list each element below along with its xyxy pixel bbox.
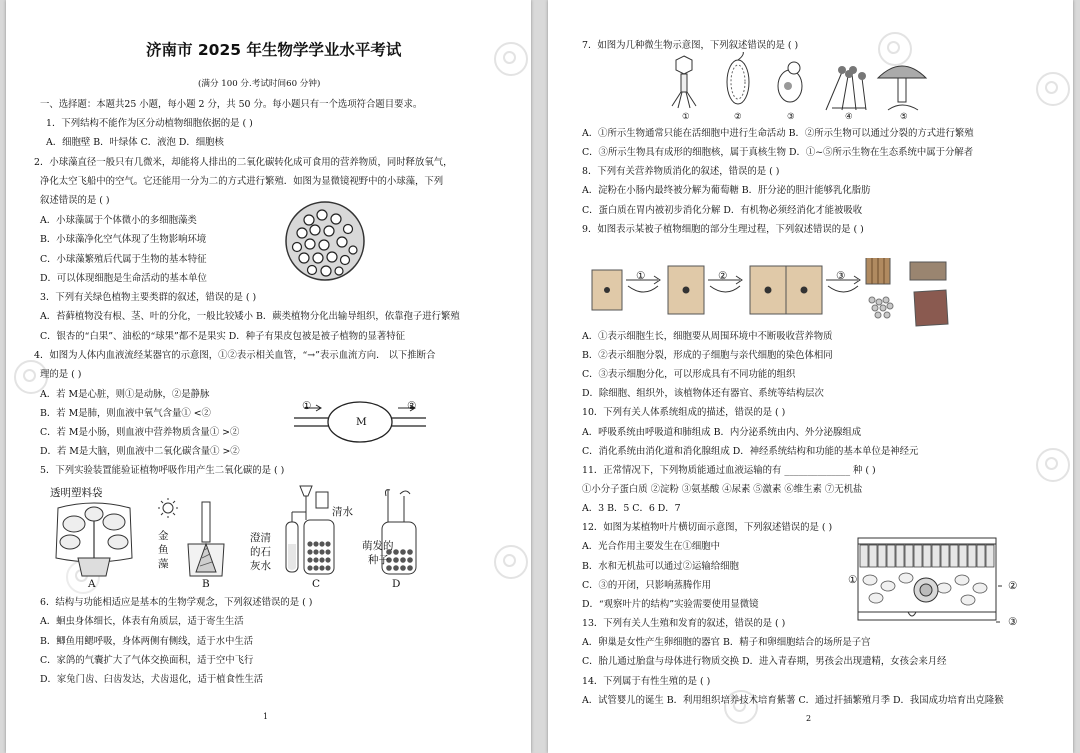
watermark-icon <box>1036 448 1070 482</box>
fig5-lime-label-2: 的石 <box>250 546 271 558</box>
apparatus-c-limewater <box>274 482 354 578</box>
question-4-option-d: D．若 M是大脑，则血液中二氧化碳含量① >② <box>40 446 240 457</box>
watermark-icon <box>494 545 528 579</box>
question-3: 3．下列有关绿色植物主要类群的叙述，错误的是 ( ) <box>40 292 257 303</box>
page-number: 1 <box>263 712 269 721</box>
leaf-cross-section <box>848 536 1008 626</box>
question-9-option-d: D．除细胞、组织外，该植物体还有器官、系统等结构层次 <box>582 388 824 399</box>
question-12-option-c: C．③的开闭，只影响蒸腾作用 <box>582 580 712 591</box>
question-14: 14．下列属于有性生殖的是 ( ) <box>582 676 711 687</box>
question-6: 6．结构与功能相适应是基本的生物学观念，下列叙述错误的是 ( ) <box>40 597 313 608</box>
apparatus-a-plant-in-bag <box>48 500 140 580</box>
question-3-options-ab: A．苔藓植物没有根、茎、叶的分化，一般比较矮小 B．蕨类植物分化出输导组织，依靠孢子进行繁殖 <box>40 311 460 322</box>
question-7-options-ab: A．①所示生物通常只能在活细胞中进行生命活动 B．②所示生物可以通过分裂的方式进行繁殖 <box>582 128 974 139</box>
question-9: 9．如图表示某被子植物细胞的部分生理过程，下列叙述错误的是 ( ) <box>582 224 864 235</box>
question-2-option-c: C．小球藻繁殖后代属于生物的基本特征 <box>40 254 207 265</box>
exam-page-1 <box>6 0 531 753</box>
question-1: 1．下列结构不能作为区分动植物细胞依据的是 ( ) <box>46 118 253 129</box>
fig5-fish-label-1: 金 <box>158 530 169 542</box>
question-13-options-cd: C．胎儿通过胎盘与母体进行物质交换 D．进入青春期，男孩会出现遗精，女孩会来月经 <box>582 656 947 667</box>
question-3-options-cd: C．银杏的“白果”、油松的“球果”都不是果实 D．种子有果皮包被是被子植物的显著特征 <box>40 331 405 342</box>
apparatus-b-pondweed <box>158 496 238 580</box>
leaf-part-1-label: ① <box>848 574 858 586</box>
question-4-option-b: B．若 M是肺，则血液中氧气含量① <② <box>40 408 211 419</box>
question-7: 7．如图为几种微生物示意图，下列叙述错误的是 ( ) <box>582 40 799 51</box>
question-4-option-a: A．若 M是心脏，则①是动脉，②是静脉 <box>40 389 210 400</box>
question-10-options-cd: C．消化系统由消化道和消化腺组成 D．神经系统结构和功能的基本单位是神经元 <box>582 446 919 457</box>
question-7-options-cd: C．③所示生物具有成形的细胞核，属于真核生物 D．①~⑤所示生物在生态系统中属于分解者 <box>582 147 974 158</box>
fig5-lime-label-1: 澄清 <box>250 532 271 544</box>
question-8-options-ab: A．淀粉在小肠内最终被分解为葡萄糖 B．肝分泌的胆汁能够乳化脂肪 <box>582 185 871 196</box>
question-12-option-d: D．“观察叶片的结构”实验需要使用显微镜 <box>582 599 759 610</box>
question-10-options-ab: A．呼吸系统由呼吸道和肺组成 B．内分泌系统由内、外分泌腺组成 <box>582 427 862 438</box>
question-6-option-c: C．家鸽的气囊扩大了气体交换面积，适于空中飞行 <box>40 655 254 666</box>
vessel-2-label: ② <box>407 400 417 412</box>
question-5: 5．下列实验装置能验证植物呼吸作用产生二氧化碳的是 ( ) <box>40 465 285 476</box>
fig5-bag-label: 透明塑料袋 <box>50 487 103 499</box>
fig5-fish-label-3: 藻 <box>158 558 169 570</box>
organ-m-label: M <box>356 416 367 428</box>
question-11-items: ①小分子蛋白质 ②淀粉 ③氨基酸 ④尿素 ⑤激素 ⑥维生素 ⑦无机盐 <box>582 484 863 495</box>
fig5-a-label: A <box>88 578 96 590</box>
question-12-option-b: B．水和无机盐可以通过②运输给细胞 <box>582 561 739 572</box>
question-2-line3: 叙述错误的是 ( ) <box>40 195 110 206</box>
question-11-options: A．3 B．5 C．6 D．7 <box>582 503 681 514</box>
leaf-part-2-label: ② <box>1008 580 1018 592</box>
fig5-seed-label-2: 种子 <box>368 554 389 566</box>
process-3-label: ③ <box>836 270 846 282</box>
question-2: 2．小球藻直径一般只有几微米，却能将人排出的二氧化碳转化成可食用的营养物质，同时释放氧气， <box>34 157 453 168</box>
watermark-icon <box>1036 72 1070 106</box>
microbe-1-label: ① <box>682 112 690 122</box>
question-2-option-a: A．小球藻属于个体微小的多细胞藻类 <box>40 215 197 226</box>
question-12: 12．如图为某植物叶片横切面示意图，下列叙述错误的是 ( ) <box>582 522 833 533</box>
question-8-options-cd: C．蛋白质在胃内被初步消化分解 D．有机物必须经消化才能被吸收 <box>582 205 863 216</box>
section-heading: 一、选择题：本题共25 小题，每小题 2 分，共 50 分。每小题只有一个选项符合题目要求。 <box>40 99 423 110</box>
question-14-options: A．试管婴儿的诞生 B．利用组织培养技术培育紫薯 C．通过扦插繁殖月季 D．我国成功培育出克隆猴 <box>582 695 1004 706</box>
process-1-label: ① <box>636 270 646 282</box>
fig5-d-label: D <box>392 578 401 590</box>
vessel-1-label: ① <box>302 400 312 412</box>
fig5-fish-label-2: 鱼 <box>158 544 169 556</box>
exam-title: 济南市 2025 年生物学学业水平考试 <box>146 41 402 59</box>
question-2-line2: 净化太空飞船中的空气。它还能用一分为二的方式进行繁殖．如图为显微镜视野中的小球藻，下列 <box>40 176 444 187</box>
question-13-options-ab: A．卵巢是女性产生卵细胞的器官 B．精子和卵细胞结合的场所是子宫 <box>582 637 871 648</box>
chlorella-micrograph <box>284 200 366 282</box>
question-10: 10．下列有关人体系统组成的描述，错误的是 ( ) <box>582 407 786 418</box>
question-8: 8．下列有关营养物质消化的叙述，错误的是 ( ) <box>582 166 780 177</box>
microbe-3-label: ③ <box>787 112 795 122</box>
question-11: 11．正常情况下，下列物质能通过血液运输的有 ______________ 种 ( ) <box>582 465 876 476</box>
fig5-c-label: C <box>312 578 321 590</box>
microbe-2-label: ② <box>734 112 742 122</box>
fig5-lime-label-3: 灰水 <box>250 560 271 572</box>
microbe-5-label: ⑤ <box>900 112 908 122</box>
page-number: 2 <box>806 714 812 723</box>
process-2-label: ② <box>718 270 728 282</box>
exam-page-2 <box>548 0 1073 753</box>
question-4: 4．如图为人体内血液流经某器官的示意图，①②表示相关血管，“→”表示血流方向． 以下推断合 <box>34 350 436 361</box>
question-6-option-a: A．蛔虫身体细长，体表有角质层，适于寄生生活 <box>40 616 244 627</box>
question-2-option-d: D．可以体现细胞是生命活动的基本单位 <box>40 273 207 284</box>
question-2-option-b: B．小球藻净化空气体现了生物影响环境 <box>40 234 207 245</box>
question-13: 13．下列有关人生殖和发育的叙述，错误的是 ( ) <box>582 618 786 629</box>
leaf-part-3-label: ③ <box>1008 616 1018 628</box>
cell-process-diagram <box>588 258 968 330</box>
exam-subtitle: (满分 100 分.考试时间60 分钟) <box>198 79 321 89</box>
fig5-b-label: B <box>202 578 210 590</box>
question-9-option-c: C．③表示细胞分化，可以形成具有不同功能的组织 <box>582 369 796 380</box>
question-6-option-b: B．鲫鱼用鳃呼吸，身体两侧有侧线，适于水中生活 <box>40 636 254 647</box>
question-4-line2: 理的是 ( ) <box>40 369 82 380</box>
question-9-option-b: B．②表示细胞分裂，形成的子细胞与亲代细胞的染色体相同 <box>582 350 833 361</box>
question-6-option-d: D．家兔门齿、臼齿发达，犬齿退化，适于植食性生活 <box>40 674 264 685</box>
question-9-option-a: A．①表示细胞生长，细胞要从周围环境中不断吸收营养物质 <box>582 331 833 342</box>
watermark-icon <box>494 42 528 76</box>
question-12-option-a: A．光合作用主要发生在①细胞中 <box>582 541 721 552</box>
question-4-option-c: C．若 M是小肠，则血液中营养物质含量① >② <box>40 427 240 438</box>
microorganisms-figure <box>666 52 934 114</box>
fig5-seed-label-1: 萌发的 <box>362 540 394 552</box>
fig5-water-label: 清水 <box>332 506 353 518</box>
microbe-4-label: ④ <box>845 112 853 122</box>
question-1-options: A．细胞壁 B．叶绿体 C．液泡 D．细胞核 <box>46 137 224 148</box>
